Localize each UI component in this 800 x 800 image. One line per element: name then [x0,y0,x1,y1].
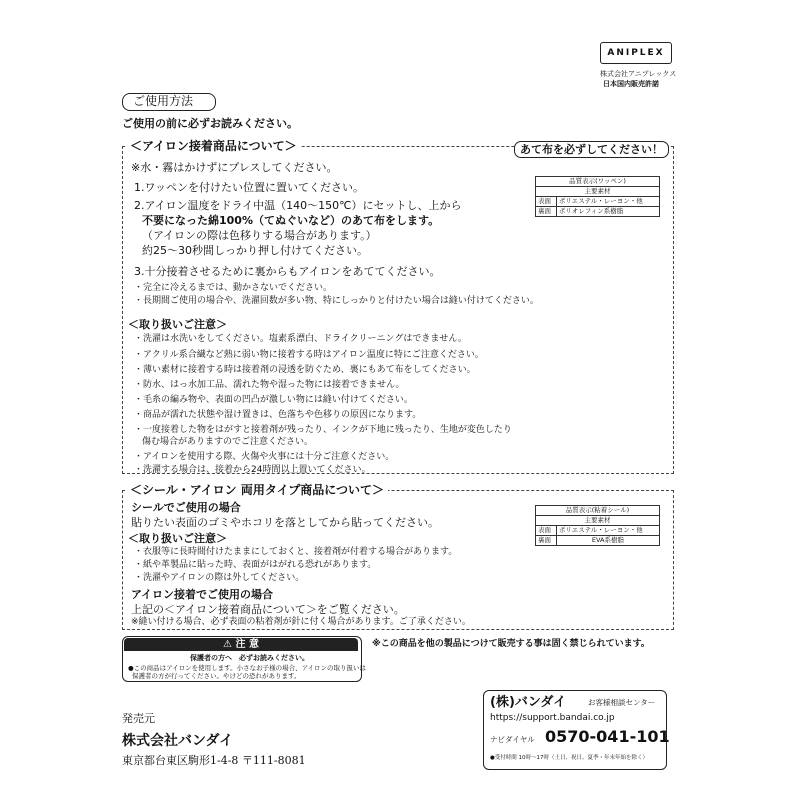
seller-company: 株式会社バンダイ [122,733,234,749]
read-first-note: ご使用の前に必ずお読みください。 [122,117,298,130]
aniplex-license: 日本国内販売許諾 [603,80,659,88]
seal-quality-table [535,505,660,546]
seal-usage-text: 貼りたい表面のゴミやホコリを落としてから貼ってください。 [131,516,439,529]
seal-handling-item: ・紙や革製品に貼った時、表面がはがれる恐れがあります。 [134,560,377,570]
seal-usage-title: シールでご使用の場合 [131,501,241,514]
iron-note: ※水・霧はかけずにプレスしてください。 [131,161,338,174]
cloth-required-tab: あて布を必ずしてください！ [514,141,669,158]
iron-handling-item: ・毛糸の編み物や、表面の凹凸が激しい物には縫い付けてください。 [134,395,413,405]
seal-iron-title: アイロン接着でご使用の場合 [131,588,274,601]
iron-step-1: 1.ワッペンを付けたい位置に置いてください。 [134,181,364,194]
quality-header: 主要素材 [536,187,660,197]
seal-handling-title: ＜取り扱いご注意＞ [128,532,227,545]
quality-title: 品質表示(粘着シール) [536,506,660,516]
iron-quality-table [535,176,660,217]
quality-row-value: EVA系樹脂 [556,536,659,546]
iron-step-2d: 約25〜30秒間しっかり押し付けてください。 [142,244,368,257]
iron-bullet-2: ・長期間ご使用の場合や、洗濯回数が多い物、特にしっかりと付けたい場合は縫い付けてください。 [134,296,539,306]
contact-navi-label: ナビダイヤル [490,735,535,744]
iron-handling-item: ・一度接着した物をはがすと接着剤が残ったり、インクが下地に残ったり、生地が変色したり [134,425,512,435]
iron-handling-item: ・アクリル系合繊など熱に弱い物に接着する時はアイロン温度に特にご注意ください。 [134,350,484,360]
quality-row-value: ポリオレフィン系樹脂 [556,207,659,217]
usage-title: ご使用方法 [133,94,194,108]
iron-handling-item: ・アイロンを使用する際、火傷や火事には十分ご注意ください。 [134,452,395,462]
caution-guardian: 保護者の方へ 必ずお読みください。 [190,654,309,662]
quality-row-value: ポリエステル・レーヨン・他 [556,526,659,536]
iron-handling-item: ・洗濯する場合は、接着から24時間以上置いてください。 [134,465,371,475]
seller-label: 発売元 [122,712,155,725]
iron-step-2a: 2.アイロン温度をドライ中温（140〜150℃）にセットし、上から [134,199,462,212]
iron-section-header: ＜アイロン接着商品について＞ [126,139,301,153]
seal-sew-note: ※縫い付ける場合、必ず表面の粘着剤が針に付く場合があります。ご了承ください。 [131,617,471,627]
contact-center: お客様相談センター [588,698,656,707]
iron-step-3: 3.十分接着させるために裏からもアイロンをあててください。 [134,265,441,278]
caution-text-2: 保護者の方が行ってください。やけどの恐れがあります。 [132,672,301,680]
quality-row-value: ポリエステル・レーヨン・他 [556,197,659,207]
quality-row-label: 裏面 [536,207,557,217]
iron-bullet-1: ・完全に冷えるまでは、動かさないでください。 [134,283,333,293]
aniplex-company: 株式会社アニプレックス [600,70,677,78]
contact-company: (株)バンダイ [490,695,567,710]
quality-row-label: 表面 [536,526,557,536]
iron-handling-item: ・洗濯は水洗いをしてください。塩素系漂白、ドライクリーニングはできません。 [134,334,467,344]
caution-text-1: ●この商品はアイロンを使用します。小さなお子様の場合、アイロンの取り扱いは [128,664,366,672]
quality-row-label: 表面 [536,197,557,207]
iron-handling-item: 傷む場合がありますのでご注意ください。 [142,437,314,447]
seal-section-header: ＜シール・アイロン 両用タイプ商品について＞ [126,483,388,497]
resale-note: ※この商品を他の製品につけて販売する事は固く禁じられています。 [372,639,650,649]
quality-header: 主要素材 [536,516,660,526]
iron-handling-item: ・薄い素材に接着する時は接着剤の浸透を防ぐため、裏にもあて布をしてください。 [134,365,476,375]
iron-handling-title: ＜取り扱いご注意＞ [128,318,227,331]
warning-icon: ⚠ [223,639,236,650]
seal-iron-text: 上記の＜アイロン接着商品について＞をご覧ください。 [131,603,405,616]
iron-handling-item: ・防水、はっ水加工品、濡れた物や湿った物には接着できません。 [134,380,405,390]
caution-bar [124,638,358,651]
seal-handling-item: ・衣服等に長時間付けたままにしておくと、接着剤が付着する場合があります。 [134,547,458,557]
quality-title: 品質表示(ワッペン) [536,177,660,187]
contact-hours: ●受付時間 10時〜17時（土日、祝日、夏季・年末年始を除く） [490,755,649,761]
caution-title: 注 意 [235,639,259,650]
seal-handling-item: ・洗濯やアイロンの際は外してください。 [134,573,305,583]
iron-step-2b: 不要になった綿100%（てぬぐいなど）のあて布をします。 [142,214,440,227]
aniplex-logo-text: ANIPLEX [607,48,665,58]
contact-phone: 0570-041-101 [545,727,670,746]
contact-url: https://support.bandai.co.jp [490,713,615,723]
aniplex-logo [600,42,672,64]
quality-row-label: 裏面 [536,536,557,546]
seller-address: 東京都台東区駒形1-4-8 〒111-8081 [122,754,306,767]
iron-step-2c: （アイロンの際は色移りする場合があります。） [142,229,377,242]
iron-handling-item: ・商品が濡れた状態や湿け置きは、色落ちや色移りの原因になります。 [134,410,422,420]
